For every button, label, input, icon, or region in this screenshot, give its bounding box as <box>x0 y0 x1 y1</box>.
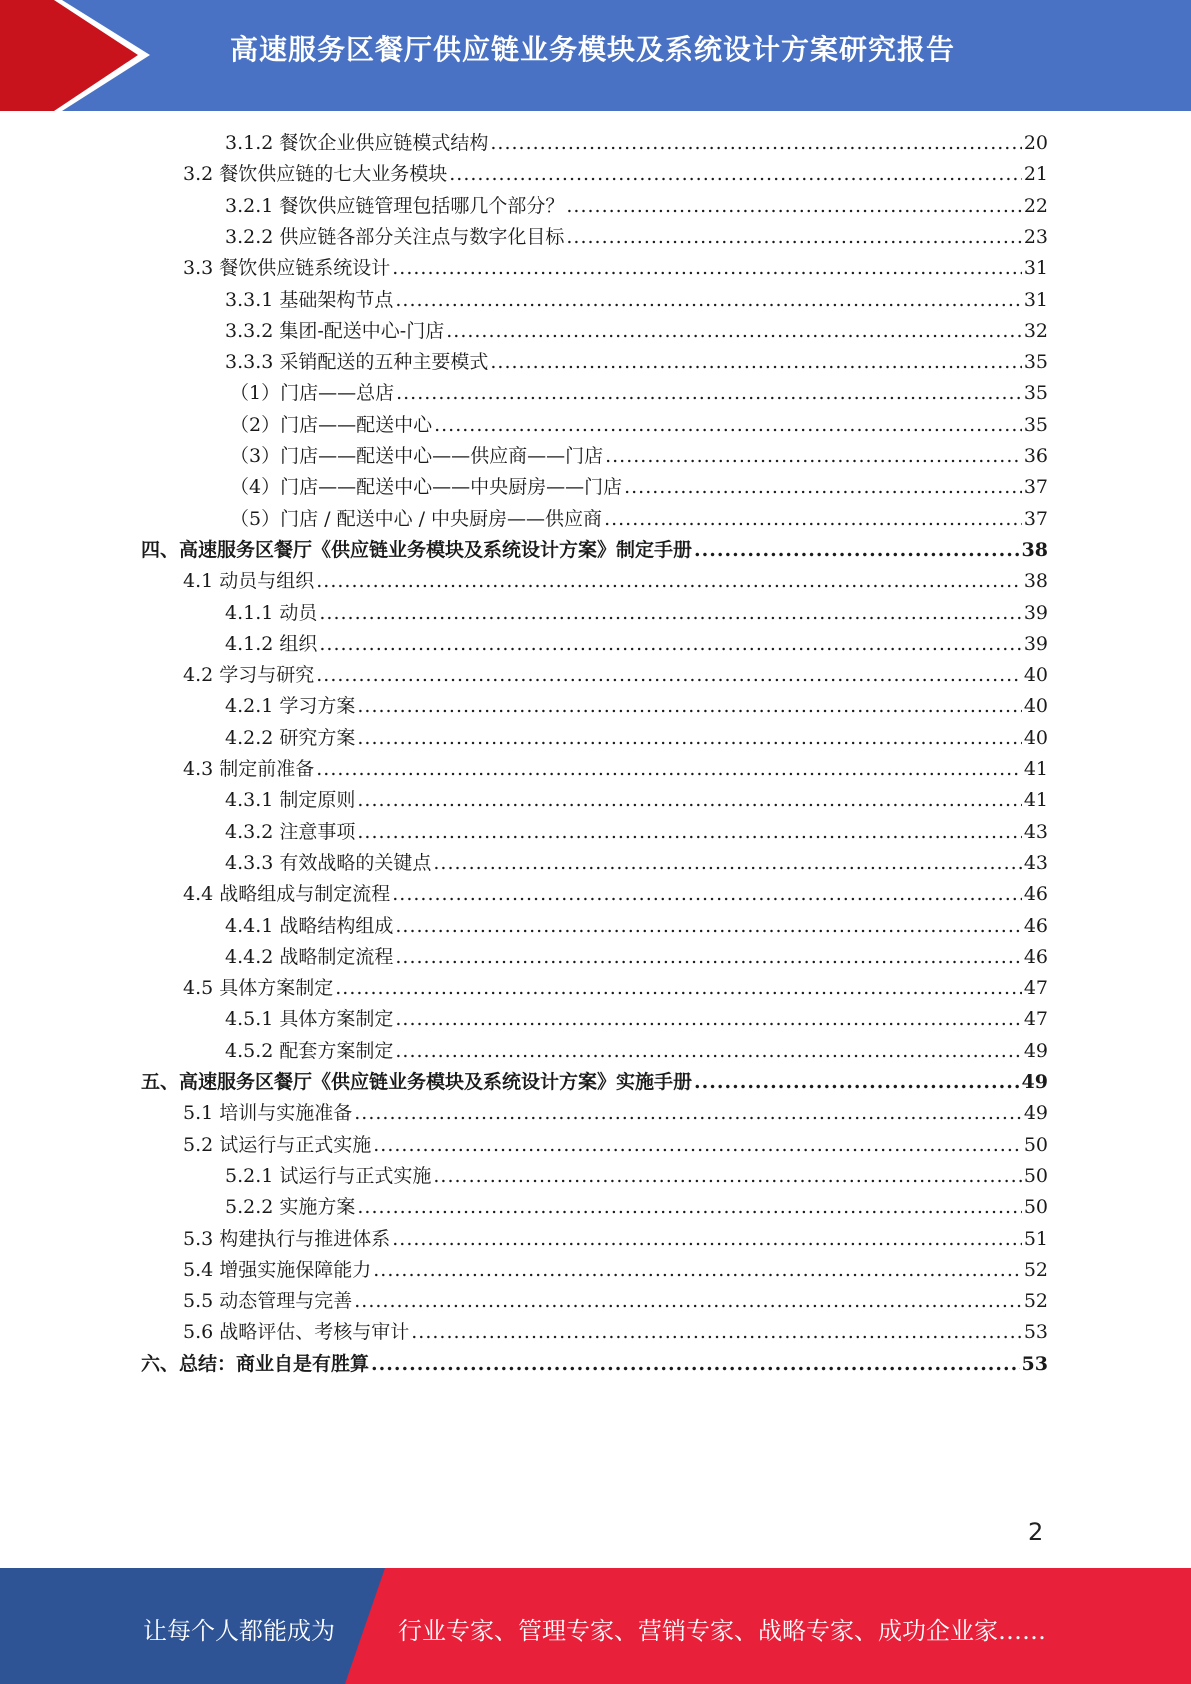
toc-entry[interactable] <box>225 316 1048 347</box>
toc-entry-title: （4）门店——配送中心——中央厨房——门店 <box>230 476 623 499</box>
toc-entry-title: 5.5 动态管理与完善 <box>183 1290 353 1313</box>
toc-dot-leader <box>316 566 1022 597</box>
toc-entry[interactable] <box>183 566 1048 597</box>
toc-entry[interactable] <box>225 785 1048 816</box>
toc-dot-leader <box>604 504 1022 535</box>
toc-entry-title: 4.2 学习与研究 <box>183 664 315 687</box>
header-banner <box>0 0 1191 111</box>
toc-dot-leader <box>490 128 1021 159</box>
toc-entry-page: 50 <box>1023 1196 1048 1219</box>
toc-entry-page: 52 <box>1023 1290 1048 1313</box>
toc-entry-title: 四、高速服务区餐厅《供应链业务模块及系统设计方案》制定手册 <box>141 538 693 561</box>
toc-entry-title: 4.4 战略组成与制定流程 <box>183 883 391 906</box>
toc-entry-page: 49 <box>1023 1102 1048 1125</box>
toc-dot-leader <box>373 1130 1022 1161</box>
toc-dot-leader <box>566 222 1021 253</box>
toc-entry-page: 52 <box>1023 1258 1048 1281</box>
toc-entry-title: 五、高速服务区餐厅《供应链业务模块及系统设计方案》实施手册 <box>141 1071 693 1093</box>
toc-entry-page: 46 <box>1023 914 1048 937</box>
toc-entry-title: （2）门店——配送中心 <box>230 413 433 436</box>
toc-dot-leader <box>411 1317 1022 1348</box>
toc-entry-title: 4.1.1 动员 <box>225 601 318 624</box>
toc-entry-page: 40 <box>1023 726 1048 749</box>
toc-entry[interactable] <box>183 253 1048 284</box>
toc-entry[interactable] <box>230 504 1048 535</box>
toc-entry-page: 35 <box>1023 382 1048 405</box>
toc-entry[interactable] <box>225 191 1048 222</box>
red-chevron-graphic <box>0 0 160 111</box>
toc-entry-title: 3.3.1 基础架构节点 <box>225 288 394 311</box>
toc-entry-title: 4.4.2 战略制定流程 <box>225 945 394 968</box>
toc-dot-leader <box>395 911 1021 942</box>
toc-dot-leader <box>490 347 1021 378</box>
toc-entry-page: 31 <box>1023 288 1048 311</box>
toc-entry[interactable] <box>183 159 1048 190</box>
toc-entry[interactable] <box>183 1286 1048 1317</box>
toc-entry[interactable] <box>225 222 1048 253</box>
toc-entry-title: 5.2.1 试运行与正式实施 <box>225 1164 432 1187</box>
toc-entry-title: 4.5.2 配套方案制定 <box>225 1039 394 1062</box>
toc-dot-leader <box>357 817 1021 848</box>
toc-entry[interactable] <box>225 1036 1048 1067</box>
toc-entry[interactable] <box>183 1098 1048 1129</box>
footer-slogan-right: 行业专家、管理专家、营销专家、战略专家、成功企业家…… <box>398 1617 1046 1645</box>
toc-entry-title: （3）门店——配送中心——供应商——门店 <box>230 445 604 467</box>
toc-entry[interactable] <box>225 1004 1048 1035</box>
toc-dot-leader <box>605 441 1022 472</box>
toc-entry[interactable] <box>230 472 1048 503</box>
toc-entry[interactable] <box>225 629 1048 660</box>
toc-dot-leader <box>395 1036 1021 1067</box>
toc-dot-leader <box>694 1067 1020 1098</box>
toc-entry-title: 5.1 培训与实施准备 <box>183 1102 353 1125</box>
toc-entry-title: 4.5 具体方案制定 <box>183 977 334 1000</box>
toc-entry-title: 5.6 战略评估、考核与审计 <box>183 1321 410 1344</box>
toc-entry-page: 35 <box>1023 413 1048 436</box>
toc-dot-leader <box>446 316 1022 347</box>
toc-dot-leader <box>624 472 1022 503</box>
toc-entry-page: 53 <box>1021 1352 1048 1375</box>
toc-entry-title: 4.2.1 学习方案 <box>225 695 356 718</box>
toc-entry-page: 46 <box>1023 945 1048 968</box>
footer-banner <box>0 1568 1191 1684</box>
toc-entry[interactable] <box>225 285 1048 316</box>
toc-entry[interactable] <box>225 598 1048 629</box>
toc-entry[interactable] <box>183 973 1048 1004</box>
toc-entry-page: 20 <box>1023 132 1048 154</box>
toc-dot-leader <box>319 629 1021 660</box>
toc-entry[interactable] <box>230 378 1048 409</box>
document-title: 高速服务区餐厅供应链业务模块及系统设计方案研究报告 <box>230 33 956 66</box>
toc-entry[interactable] <box>183 1317 1048 1348</box>
toc-entry-title: 4.2.2 研究方案 <box>225 726 356 749</box>
toc-entry-title: （5）门店 / 配送中心 / 中央厨房——供应商 <box>230 507 603 530</box>
toc-entry[interactable] <box>225 1161 1048 1192</box>
toc-dot-leader <box>395 942 1021 973</box>
toc-dot-leader <box>566 191 1021 222</box>
toc-entry-page: 40 <box>1023 695 1048 718</box>
toc-entry-page: 22 <box>1023 194 1048 217</box>
toc-entry-title: 4.4.1 战略结构组成 <box>225 914 394 937</box>
toc-entry[interactable] <box>225 128 1048 159</box>
toc-entry-page: 51 <box>1023 1227 1048 1250</box>
toc-entry-page: 41 <box>1023 789 1048 812</box>
toc-entry-page: 23 <box>1023 225 1048 248</box>
toc-dot-leader <box>371 1349 1020 1380</box>
footer-slogan-left: 让每个人都能成为 <box>143 1617 335 1645</box>
toc-entry[interactable] <box>225 942 1048 973</box>
toc-dot-leader <box>354 1286 1022 1317</box>
toc-entry[interactable] <box>141 1067 1048 1098</box>
toc-dot-leader <box>434 410 1022 441</box>
toc-entry-title: 4.5.1 具体方案制定 <box>225 1008 394 1031</box>
toc-entry-title: 4.1 动员与组织 <box>183 570 315 593</box>
toc-entry-title: 4.1.2 组织 <box>225 632 318 655</box>
toc-entry-title: 3.3.2 集团-配送中心-门店 <box>225 319 445 342</box>
toc-entry-page: 53 <box>1023 1321 1048 1344</box>
toc-entry-title: 4.3.1 制定原则 <box>225 789 356 812</box>
toc-entry-title: 5.4 增强实施保障能力 <box>183 1258 372 1281</box>
toc-entry-page: 43 <box>1023 820 1048 843</box>
chevron-red-arrow <box>0 0 138 111</box>
toc-entry-page: 37 <box>1023 476 1048 499</box>
toc-entry[interactable] <box>230 410 1048 441</box>
toc-dot-leader <box>433 848 1021 879</box>
toc-entry-title: 5.2 试运行与正式实施 <box>183 1133 372 1156</box>
toc-entry[interactable] <box>141 1349 1048 1380</box>
toc-entry-title: 六、总结：商业自是有胜算 <box>141 1352 370 1375</box>
toc-entry-page: 46 <box>1023 883 1048 906</box>
toc-dot-leader <box>316 660 1022 691</box>
toc-dot-leader <box>357 723 1021 754</box>
toc-dot-leader <box>694 535 1020 566</box>
toc-entry-title: 5.3 构建执行与推进体系 <box>183 1227 391 1250</box>
toc-entry-title: 4.3.3 有效战略的关键点 <box>225 851 432 874</box>
toc-entry-page: 41 <box>1023 758 1048 780</box>
toc-entry-page: 40 <box>1023 664 1048 687</box>
toc-entry-page: 37 <box>1023 507 1048 530</box>
toc-entry[interactable] <box>225 848 1048 879</box>
toc-entry[interactable] <box>141 535 1048 566</box>
toc-dot-leader <box>433 1161 1021 1192</box>
toc-entry[interactable] <box>230 441 1048 472</box>
toc-entry-page: 39 <box>1023 601 1048 624</box>
toc-entry-page: 36 <box>1023 445 1048 467</box>
toc-entry-page: 31 <box>1023 257 1048 280</box>
toc-dot-leader <box>396 378 1022 409</box>
toc-dot-leader <box>392 253 1022 284</box>
toc-entry-page: 21 <box>1023 163 1048 186</box>
toc-entry[interactable] <box>225 723 1048 754</box>
toc-entry-title: （1）门店——总店 <box>230 382 395 405</box>
toc-entry-page: 47 <box>1023 1008 1048 1031</box>
toc-dot-leader <box>395 285 1021 316</box>
toc-dot-leader <box>335 973 1022 1004</box>
toc-dot-leader <box>395 1004 1021 1035</box>
toc-dot-leader <box>354 1098 1022 1129</box>
toc-entry-page: 32 <box>1023 319 1048 342</box>
toc-entry[interactable] <box>225 691 1048 722</box>
toc-dot-leader <box>392 1224 1022 1255</box>
page-number: 2 <box>1028 1518 1044 1546</box>
toc-entry-title: 4.3.2 注意事项 <box>225 820 356 843</box>
toc-dot-leader <box>373 1255 1022 1286</box>
toc-entry-page: 49 <box>1021 1071 1048 1093</box>
toc-entry[interactable] <box>183 1224 1048 1255</box>
toc-entry[interactable] <box>183 879 1048 910</box>
toc-entry-page: 50 <box>1023 1164 1048 1187</box>
toc-entry-page: 39 <box>1023 632 1048 655</box>
toc-dot-leader <box>392 879 1022 910</box>
toc-entry-page: 50 <box>1023 1133 1048 1156</box>
toc-dot-leader <box>319 598 1021 629</box>
toc-entry-page: 49 <box>1023 1039 1048 1062</box>
toc-entry[interactable] <box>183 1130 1048 1161</box>
toc-entry-title: 3.2.2 供应链各部分关注点与数字化目标 <box>225 225 565 248</box>
toc-entry-title: 3.3.3 采销配送的五种主要模式 <box>225 351 489 374</box>
toc-entry-page: 38 <box>1023 570 1048 593</box>
toc-entry-title: 5.2.2 实施方案 <box>225 1196 356 1219</box>
toc-entry-title: 3.1.2 餐饮企业供应链模式结构 <box>225 132 489 154</box>
toc-entry[interactable] <box>183 1255 1048 1286</box>
toc-entry-page: 35 <box>1023 351 1048 374</box>
toc-dot-leader <box>449 159 1022 190</box>
toc-entry-title: 3.2.1 餐饮供应链管理包括哪几个部分？ <box>225 194 565 217</box>
toc-dot-leader <box>357 785 1021 816</box>
toc-entry[interactable] <box>183 660 1048 691</box>
toc-entry-title: 4.3 制定前准备 <box>183 758 315 780</box>
toc-dot-leader <box>316 754 1022 785</box>
toc-entry[interactable] <box>183 754 1048 785</box>
toc-dot-leader <box>357 1192 1021 1223</box>
toc-dot-leader <box>357 691 1021 722</box>
toc-entry-title: 3.2 餐饮供应链的七大业务模块 <box>183 163 448 186</box>
toc-entry[interactable] <box>225 347 1048 378</box>
toc-entry-page: 38 <box>1021 538 1048 561</box>
toc-entry[interactable] <box>225 817 1048 848</box>
toc-entry-page: 43 <box>1023 851 1048 874</box>
toc-entry[interactable] <box>225 911 1048 942</box>
toc-entry-page: 47 <box>1023 977 1048 1000</box>
toc-entry[interactable] <box>225 1192 1048 1223</box>
toc-entry-title: 3.3 餐饮供应链系统设计 <box>183 257 391 280</box>
